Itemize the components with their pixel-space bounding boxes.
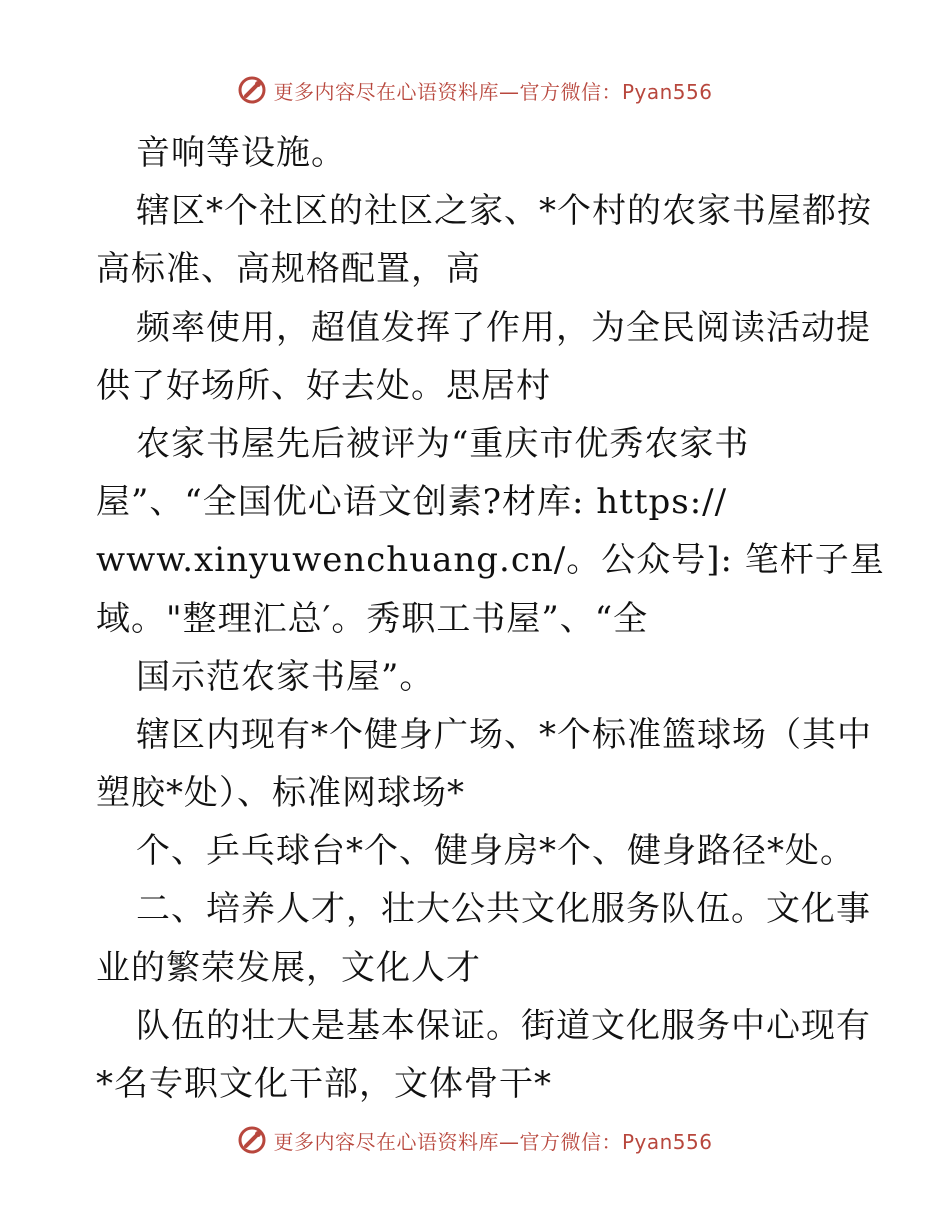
text-line: 农家书屋先后被评为“重庆市优秀农家书	[136, 423, 750, 464]
text-line: 音响等设施。	[136, 133, 346, 173]
text-line: *名专职文化干部，文体骨干*	[96, 1064, 552, 1104]
text-line: 个、乒乓球台*个、健身房*个、健身路径*处。	[136, 831, 855, 872]
footer-banner	[0, 1122, 950, 1158]
brush-logo-icon	[237, 1125, 267, 1155]
text-line: 塑胶*处）、标准网球场*	[96, 773, 465, 814]
text-line: www.xinyuwenchuang.cn/。公众号]: 笔杆子星	[96, 540, 885, 581]
brush-logo-icon	[237, 75, 267, 105]
header-banner	[0, 72, 950, 108]
text-line: 频率使用，超值发挥了作用，为全民阅读活动提	[136, 307, 871, 348]
text-line: 高标准、高规格配置，高	[96, 249, 481, 290]
text-line: 辖区*个社区的社区之家、*个村的农家书屋都按	[136, 191, 872, 232]
text-line: 供了好场所、好去处。思居村	[96, 365, 551, 406]
text-line: 业的繁荣发展，文化人才	[96, 947, 481, 988]
text-line: 二、培养人才，壮大公共文化服务队伍。文化事	[136, 889, 871, 930]
header-banner-text: 更多内容尽在心语资料库—官方微信：Pyan556	[273, 79, 713, 104]
text-line: 屋”、“全国优心语文创素?材库: https://	[96, 482, 728, 523]
document-body	[96, 124, 885, 1113]
text-line: 队伍的壮大是基本保证。街道文化服务中心现有	[136, 1005, 871, 1046]
text-line: 国示范农家书屋”。	[136, 656, 435, 697]
text-line: 辖区内现有*个健身广场、*个标准篮球场（其中	[136, 714, 872, 755]
text-line: 域。"整理汇总′。秀职工书屋”、“全	[96, 598, 649, 639]
footer-banner-text: 更多内容尽在心语资料库—官方微信：Pyan556	[273, 1129, 713, 1154]
